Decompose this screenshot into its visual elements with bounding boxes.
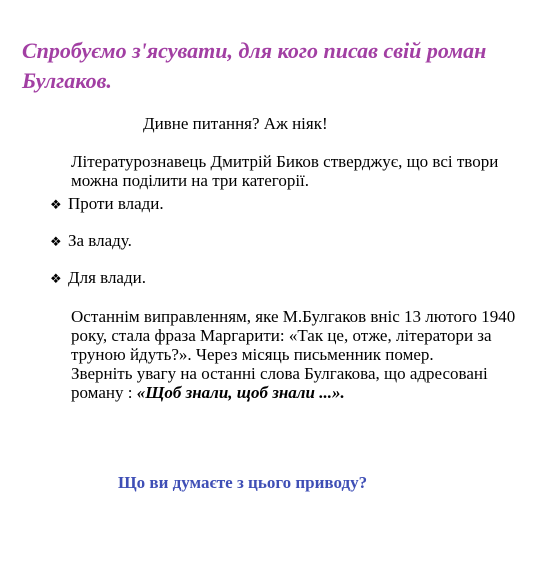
attention-text: Зверніть увагу на останні слова Булгакова, що адресовані роману : — [71, 364, 488, 402]
closing-question: Що ви думаєте з цього приводу? — [118, 473, 368, 492]
last-edit-text: Останнім виправленням, яке М.Булгаков вніс 13 лютого 1940 року, стала фраза Маргарити: «Так це, отже, літератори за труною йдуть?». Через місяць письменник помер. — [71, 307, 516, 364]
paragraph-categories-intro: Літературознавець Дмитрій Биков стверджує, що всі твори можна поділити на три категорії. — [71, 152, 499, 190]
list-item — [50, 194, 164, 214]
bulgakov-quote: «Щоб знали, щоб знали ...» — [136, 383, 341, 402]
diamond-bullet-icon: ❖ — [50, 272, 62, 287]
intro-question: Дивне питання? Аж ніяк! — [143, 114, 328, 133]
paragraph-last-words — [71, 307, 531, 402]
categories-list — [50, 194, 164, 305]
quote-end: . — [340, 383, 345, 402]
list-item — [50, 268, 164, 288]
page-title: Спробуємо з'ясувати, для кого писав свій роман Булгаков. — [22, 38, 487, 93]
diamond-bullet-icon: ❖ — [50, 198, 62, 213]
category-label: Проти влади. — [68, 194, 164, 213]
category-label: Для влади. — [68, 268, 146, 287]
diamond-bullet-icon: ❖ — [50, 235, 62, 250]
category-label: За владу. — [68, 231, 132, 250]
list-item — [50, 231, 164, 251]
